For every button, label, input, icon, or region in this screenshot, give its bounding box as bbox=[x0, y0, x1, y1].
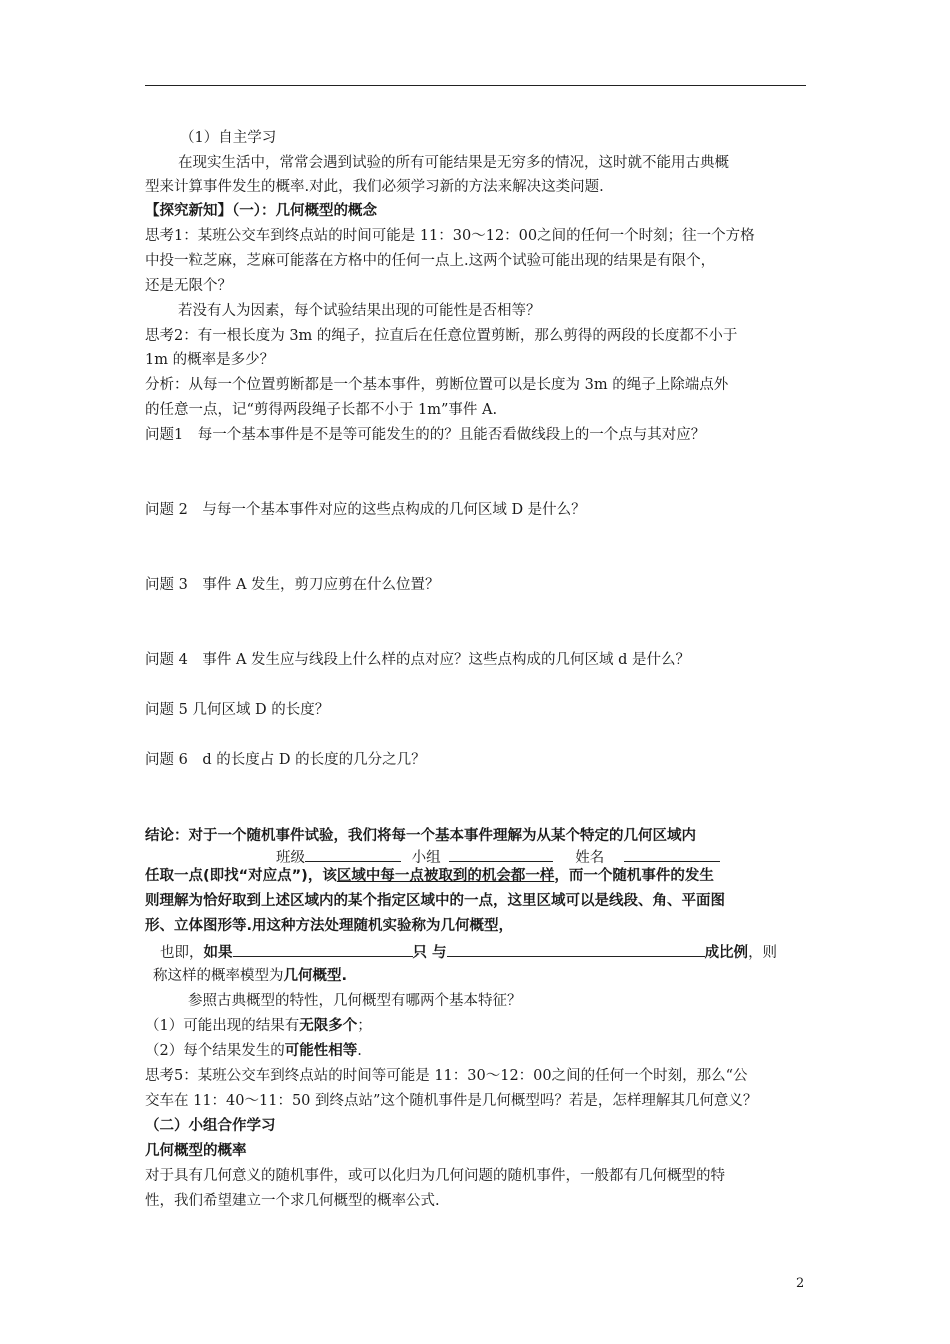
question-1: 问题1 每一个基本事件是不是等可能发生的的？且能否看做线段上的一个点与其对应？ bbox=[145, 427, 706, 443]
feature-1c: ； bbox=[357, 1018, 372, 1034]
conclusion-2c: ”)，该 bbox=[291, 868, 337, 884]
feature-1b: 无限多个 bbox=[299, 1018, 358, 1034]
question-4: 问题 4 事件 A 发生应与线段上什么样的点对应？这些点构成的几何区域 d 是什么？ bbox=[145, 652, 691, 668]
conclusion-line-4: 形、立体图形等.用这种方法处理随机实验称为几何概型， bbox=[145, 918, 514, 934]
feature-1 bbox=[145, 1016, 372, 1036]
features-question: 参照古典概型的特性，几何概型有哪两个基本特征？ bbox=[188, 993, 522, 1009]
think2-line-1: 思考2：有一根长度为 3m 的绳子，拉直后在任意位置剪断，那么剪得的两段的长度都不小于 bbox=[145, 328, 738, 344]
section1-title: 【探究新知】（一）：几何概型的概念 bbox=[145, 203, 377, 219]
feature-2c: . bbox=[357, 1043, 362, 1059]
class-label: 班级 bbox=[276, 850, 305, 866]
question-2: 问题 2 与每一个基本事件对应的这些点构成的几何区域 D 是什么？ bbox=[145, 502, 586, 518]
question-5: 问题 5 几何区域 D 的长度？ bbox=[145, 702, 330, 718]
intro-line-2: 型来计算事件发生的概率.对此，我们必须学习新的方法来解决这类问题. bbox=[145, 179, 604, 195]
student-info-row bbox=[276, 846, 720, 868]
intro-line-1: 在现实生活中，常常会遇到试验的所有可能结果是无穷多的情况，这时就不能用古典概 bbox=[178, 155, 729, 171]
group-label: 小组 bbox=[411, 850, 441, 866]
final-line-1: 对于具有几何意义的随机事件，或可以化归为几何问题的随机事件，一般都有几何概型的特 bbox=[145, 1168, 725, 1184]
conclusion-line-3: 则理解为恰好取到上述区域内的某个指定区域中的一点，这里区域可以是线段、角、平面图 bbox=[145, 893, 725, 909]
think2-line-2: 1m 的概率是多少？ bbox=[145, 352, 275, 368]
also-suffix: ，则 bbox=[748, 945, 778, 961]
think1-line-2: 中投一粒芝麻，芝麻可能落在方格中的任何一点上.这两个试验可能出现的结果是有限个， bbox=[145, 253, 716, 269]
question-6: 问题 6 d 的长度占 D 的长度的几分之几？ bbox=[145, 752, 426, 768]
conclusion-2d-underlined: 区域中每一点被取到的机会都一样 bbox=[336, 868, 555, 884]
section2-title: （二）小组合作学习 bbox=[145, 1118, 276, 1134]
also-line2-b: 几何概型. bbox=[283, 968, 348, 984]
think1-followup: 若没有人为因素，每个试验结果出现的可能性是否相等？ bbox=[178, 303, 541, 319]
feature-2 bbox=[145, 1041, 362, 1061]
also-prefix: 也即， bbox=[160, 945, 204, 961]
think5-line-2: 交车在 11：40～11：50 到终点站”这个随机事件是几何概型吗？若是，怎样理解其几何意义？ bbox=[145, 1093, 758, 1109]
page-number: 2 bbox=[796, 1276, 805, 1291]
also-line-1 bbox=[160, 941, 777, 963]
think5-line-1: 思考5：某班公交车到终点站的时间等可能是 11：30～12：00之间的任何一个时刻，那么“公 bbox=[145, 1068, 748, 1084]
analysis-line-2: 的任意一点，记“剪得两段绳子长都不小于 1m”事件 A. bbox=[145, 402, 498, 418]
name-blank bbox=[624, 846, 720, 862]
also-prop: 成比例 bbox=[704, 945, 749, 961]
think1-line-3: 还是无限个？ bbox=[145, 278, 232, 294]
section2-subtitle: 几何概型的概率 bbox=[145, 1143, 247, 1159]
blank-2 bbox=[447, 941, 705, 957]
conclusion-2e: ，而一个随机事件的发生 bbox=[554, 868, 714, 884]
also-line2-a: 称这样的概率模型为 bbox=[153, 968, 284, 984]
also-only: 只 与 bbox=[412, 945, 447, 961]
conclusion-2a: 任取一点(即找“ bbox=[145, 868, 249, 884]
name-label: 姓名 bbox=[575, 850, 605, 866]
also-line-2 bbox=[153, 966, 347, 986]
analysis-line-1: 分析：从每一个位置剪断都是一个基本事件，剪断位置可以是长度为 3m 的绳子上除端点外 bbox=[145, 377, 729, 393]
blank-1 bbox=[233, 941, 413, 957]
header-rule bbox=[145, 85, 806, 86]
also-if: 如果 bbox=[203, 945, 233, 961]
conclusion-line-1: 结论：对于一个随机事件试验，我们将每一个基本事件理解为从某个特定的几何区域内 bbox=[145, 828, 696, 844]
class-blank bbox=[305, 846, 401, 862]
conclusion-2b: 对应点 bbox=[248, 868, 292, 884]
self-study-heading: （1）自主学习 bbox=[180, 130, 277, 146]
final-line-2: 性，我们希望建立一个求几何概型的概率公式. bbox=[145, 1193, 440, 1209]
feature-2b: 可能性相等 bbox=[284, 1043, 358, 1059]
question-3: 问题 3 事件 A 发生，剪刀应剪在什么位置？ bbox=[145, 577, 440, 593]
group-blank bbox=[449, 846, 553, 862]
feature-1a: （1）可能出现的结果有 bbox=[145, 1018, 300, 1034]
feature-2a: （2）每个结果发生的 bbox=[145, 1043, 285, 1059]
conclusion-line-2 bbox=[145, 866, 714, 886]
think1-line-1: 思考1：某班公交车到终点站的时间可能是 11：30～12：00之间的任何一个时刻；往一个方格 bbox=[145, 228, 755, 244]
